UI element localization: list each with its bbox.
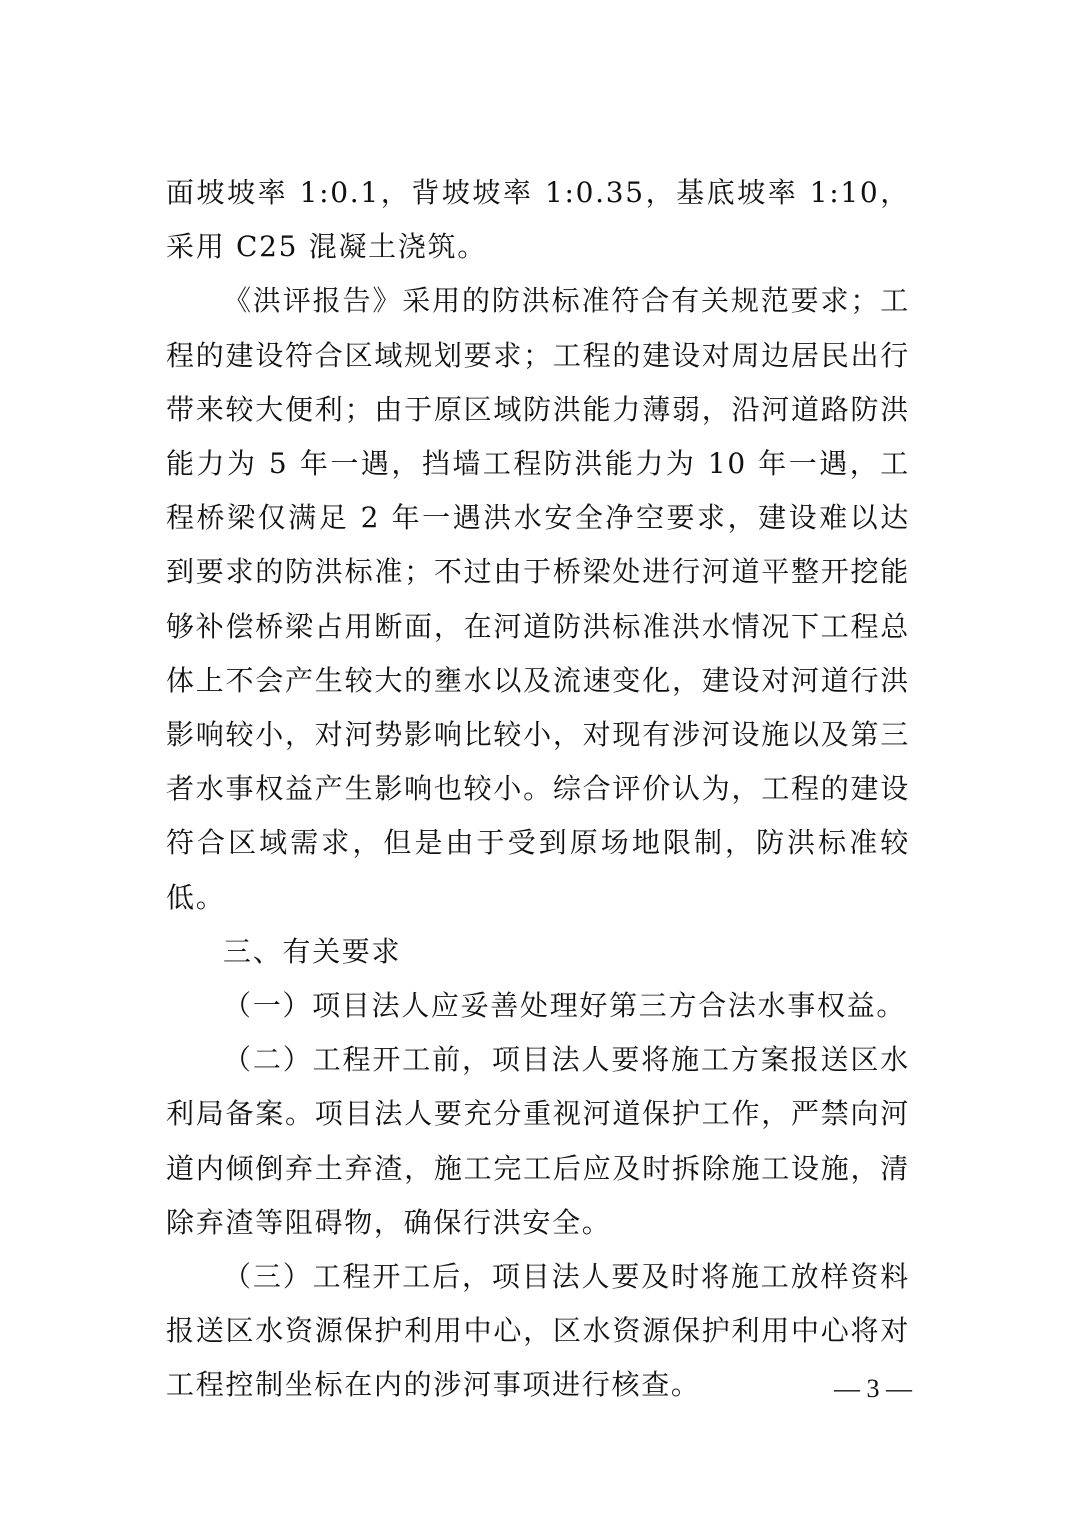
section-heading-requirements: 三、有关要求 bbox=[223, 934, 402, 968]
requirement-item-1: （一）项目法人应妥善处理好第三方合法水事权益。 bbox=[223, 989, 907, 1023]
paragraph-slope-spec: 面坡坡率 1:0.1，背坡坡率 1:0.35，基底坡率 1:10，采用 C25 混凝土浇筑。 bbox=[166, 176, 910, 264]
requirement-item-2: （二）工程开工前，项目法人要将施工方案报送区水利局备案。项目法人要充分重视河道保护工作，严禁向河道内倾倒弃土弃渣，施工完工后应及时拆除施工设施，清除弃渣等阻碍物，确保行洪安全。 bbox=[166, 1043, 910, 1239]
requirement-item-3: （三）工程开工后，项目法人要及时将施工放样资料报送区水资源保护利用中心，区水资源保护利用中心将对工程控制坐标在内的涉河事项进行核查。 bbox=[166, 1260, 910, 1402]
page-number: — 3 — bbox=[834, 1374, 912, 1403]
document-body bbox=[166, 166, 910, 1413]
paragraph-flood-assessment: 《洪评报告》采用的防洪标准符合有关规范要求；工程的建设符合区域规划要求；工程的建设对周边居民出行带来较大便利；由于原区域防洪能力薄弱，沿河道路防洪能力为 5 年一遇，挡墙工程防洪能力为 10 年一遇，工程桥梁仅满足 2 年一遇洪水安全净空要求，建设难以达到要求的防洪标准；不过由于桥梁处进行河道平整开挖能够补偿桥梁占用断面，在河道防洪标准洪水情况下工程总体上不会产生较大的壅水以及流速变化，建设对河道行洪影响较小，对河势影响比较小，对现有涉河设施以及第三者水事权益产生影响也较小。综合评价认为，工程的建设符合区域需求，但是由于受到原场地限制，防洪标准较低。 bbox=[166, 284, 910, 914]
